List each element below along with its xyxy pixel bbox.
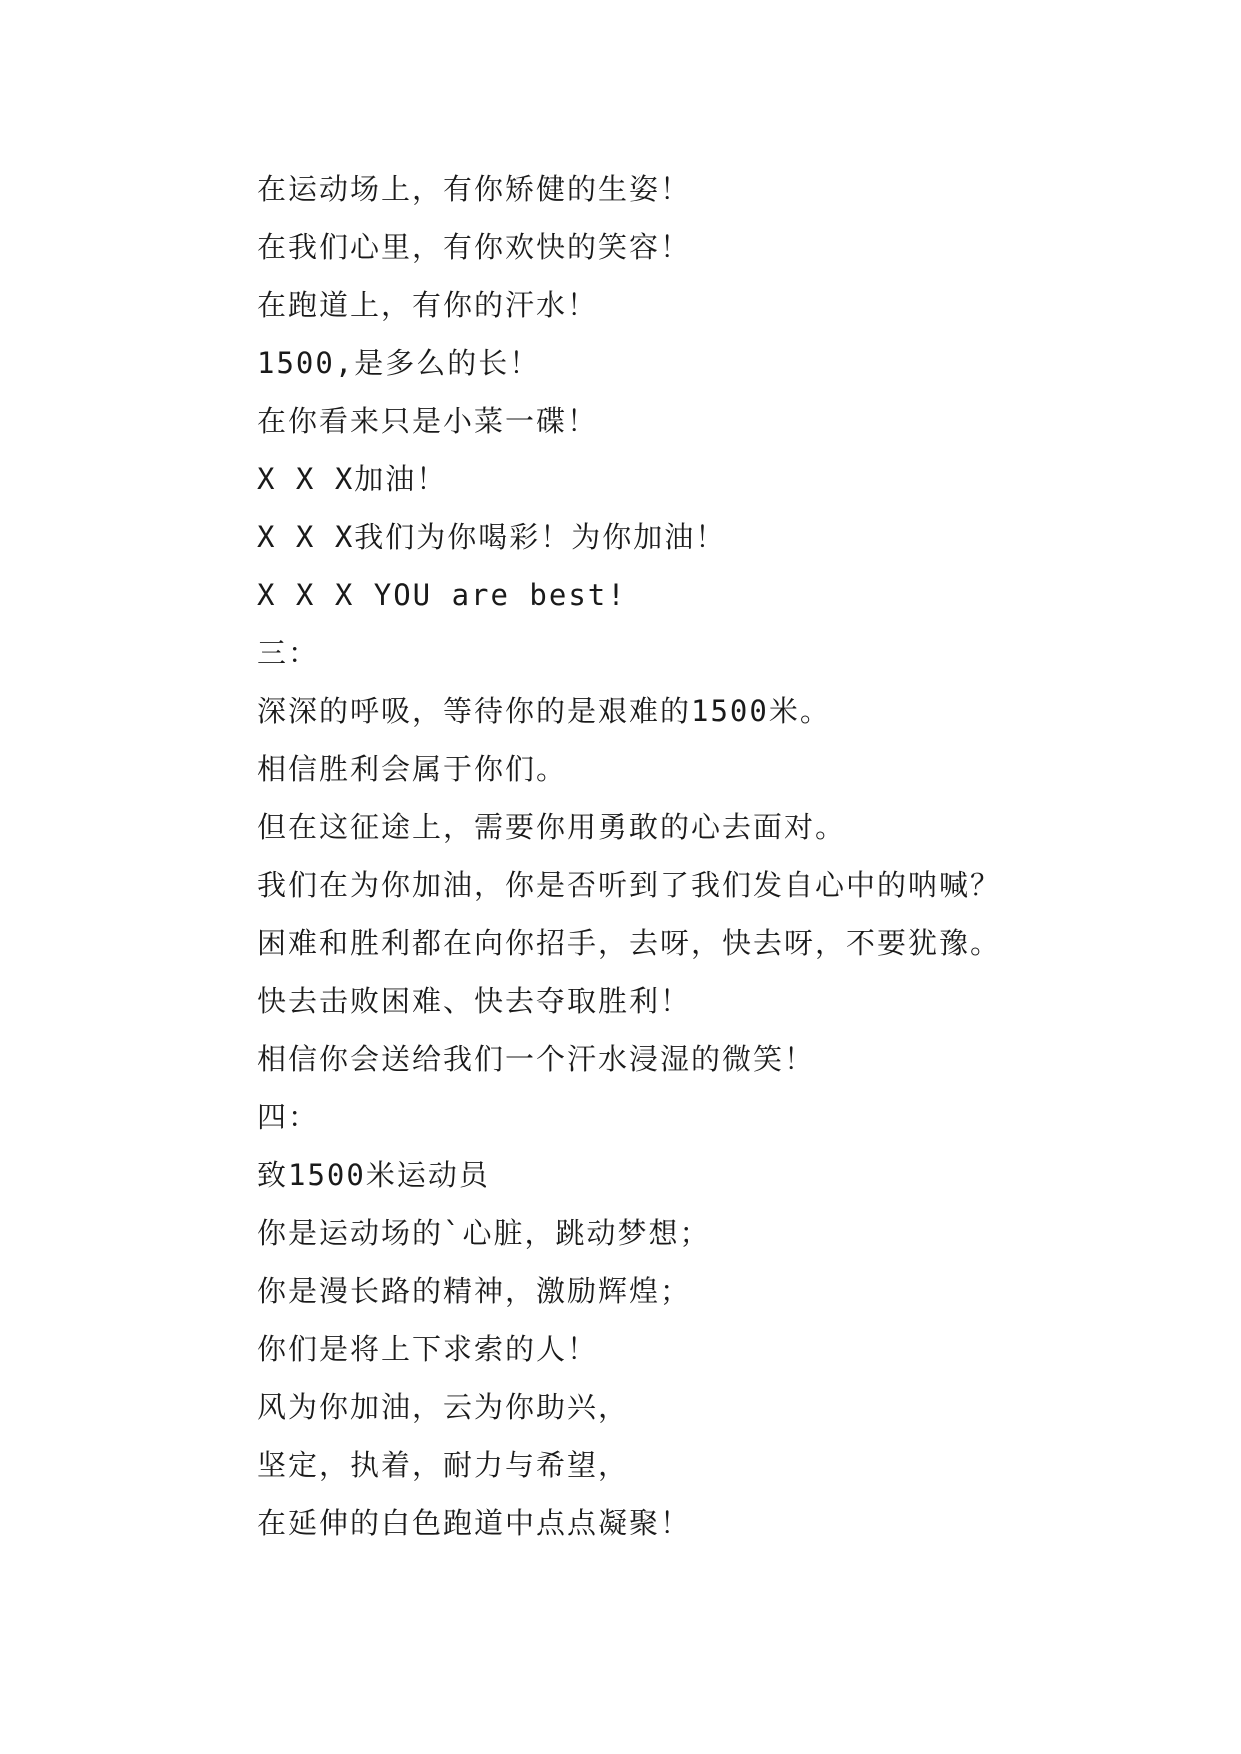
text-line: 你是漫长路的精神，激励辉煌；: [257, 1274, 692, 1308]
text-line: 快去击败困难、快去夺取胜利！: [257, 984, 692, 1018]
text-line: 你是运动场的`心脏，跳动梦想；: [257, 1216, 711, 1250]
text-line: 相信胜利会属于你们。: [257, 752, 568, 786]
text-line: 但在这征途上，需要你用勇敢的心去面对。: [257, 810, 847, 844]
text-line: 你们是将上下求索的人！: [257, 1332, 599, 1366]
section-heading: 四：: [257, 1100, 320, 1134]
text-line: 在跑道上，有你的汗水！: [257, 288, 599, 322]
section-heading: 三：: [257, 636, 320, 670]
text-line: 相信你会送给我们一个汗水浸湿的微笑！: [257, 1042, 816, 1076]
text-line: 在我们心里，有你欢快的笑容！: [257, 230, 692, 264]
text-line: 风为你加油，云为你助兴，: [257, 1390, 630, 1424]
text-line: 致1500米运动员: [257, 1158, 490, 1192]
text-line: X X X YOU are best!: [257, 578, 627, 612]
text-line: X X X加油！: [257, 462, 448, 496]
text-line: 坚定，执着，耐力与希望，: [257, 1448, 630, 1482]
text-line: 在延伸的白色跑道中点点凝聚！: [257, 1506, 692, 1540]
text-line: 困难和胜利都在向你招手，去呀，快去呀，不要犹豫。: [257, 926, 1002, 960]
text-line: X X X我们为你喝彩！为你加油！: [257, 520, 727, 554]
document-body: [257, 160, 1157, 1552]
text-line: 在你看来只是小菜一碟！: [257, 404, 599, 438]
text-line: 我们在为你加油，你是否听到了我们发自心中的呐喊？: [257, 868, 1002, 902]
text-line: 1500,是多么的长！: [257, 346, 541, 380]
text-line: 深深的呼吸，等待你的是艰难的1500米。: [257, 694, 831, 728]
text-line: 在运动场上，有你矫健的生姿！: [257, 172, 692, 206]
